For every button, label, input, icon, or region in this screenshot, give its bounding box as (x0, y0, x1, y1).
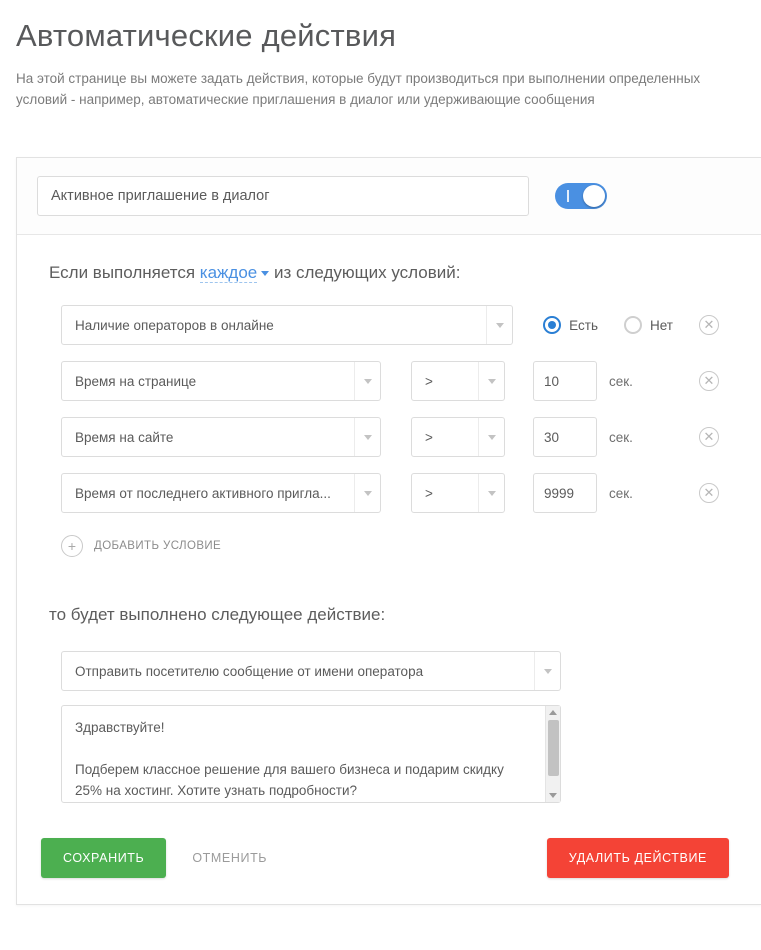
condition-operator-label: > (425, 373, 433, 389)
condition-operator-select[interactable] (411, 417, 505, 457)
chevron-down-icon[interactable] (354, 474, 380, 512)
conditions-mode-dropdown[interactable]: каждое (199, 263, 258, 282)
condition-row (37, 417, 741, 457)
page-header (0, 0, 761, 110)
action-type-label: Отправить посетителю сообщение от имени оператора (75, 663, 424, 679)
condition-field-label: Время на сайте (75, 429, 174, 445)
action-row (37, 651, 741, 691)
condition-operator-label: > (425, 429, 433, 445)
scroll-down-icon[interactable] (549, 793, 557, 798)
chevron-down-icon[interactable] (354, 362, 380, 400)
add-condition-label: ДОБАВИТЬ УСЛОВИЕ (94, 540, 222, 552)
chevron-down-icon[interactable] (478, 362, 504, 400)
scrollbar-thumb[interactable] (548, 720, 559, 776)
condition-unit-label: сек. (609, 373, 633, 389)
radio-option-no-label: Нет (650, 317, 673, 333)
chevron-down-icon[interactable] (261, 271, 269, 276)
condition-unit-label: сек. (609, 485, 633, 501)
conditions-intro (49, 263, 741, 283)
chevron-down-icon[interactable] (478, 474, 504, 512)
card-header (17, 158, 761, 235)
condition-value-input[interactable] (533, 361, 597, 401)
message-scrollbar[interactable] (545, 706, 560, 802)
page-subtitle: На этой странице вы можете задать действия, которые будут производиться при выполнении определенных условий - например, автоматические приглашения в диалог или удерживающие сообщения (16, 71, 701, 107)
condition-field-label: Наличие операторов в онлайне (75, 317, 274, 333)
scroll-up-icon[interactable] (549, 710, 557, 715)
chevron-down-icon[interactable] (354, 418, 380, 456)
radio-option-yes[interactable] (543, 316, 598, 334)
action-intro-label: то будет выполнено следующее действие: (49, 605, 386, 624)
toggle-bar-icon (567, 190, 569, 202)
remove-condition-icon[interactable]: ✕ (699, 315, 719, 335)
card-body (17, 235, 761, 808)
chevron-down-icon[interactable] (534, 652, 560, 690)
condition-radio-group (543, 316, 699, 334)
condition-field-select[interactable] (61, 361, 381, 401)
condition-field-select[interactable] (61, 417, 381, 457)
plus-icon: + (61, 535, 83, 557)
condition-operator-select[interactable] (411, 473, 505, 513)
condition-row (37, 361, 741, 401)
radio-dot-icon (624, 316, 642, 334)
action-type-select[interactable] (61, 651, 561, 691)
remove-condition-icon[interactable]: ✕ (699, 427, 719, 447)
condition-field-select[interactable] (61, 305, 513, 345)
remove-condition-icon[interactable]: ✕ (699, 483, 719, 503)
radio-dot-icon (543, 316, 561, 334)
condition-field-select[interactable] (61, 473, 381, 513)
radio-option-yes-label: Есть (569, 317, 598, 333)
page-title: Автоматические действия (16, 18, 397, 53)
toggle-knob-icon (583, 185, 605, 207)
card-footer (17, 808, 761, 904)
condition-operator-label: > (425, 485, 433, 501)
action-enabled-toggle[interactable] (555, 183, 607, 209)
condition-unit-label: сек. (609, 429, 633, 445)
add-condition-button[interactable] (61, 535, 741, 557)
save-button[interactable]: СОХРАНИТЬ (41, 838, 166, 878)
action-name-input[interactable] (37, 176, 529, 216)
automatic-action-card (16, 157, 761, 905)
radio-option-no[interactable] (624, 316, 673, 334)
remove-condition-icon[interactable]: ✕ (699, 371, 719, 391)
condition-field-label: Время от последнего активного пригла... (75, 485, 331, 501)
delete-action-button[interactable]: УДАЛИТЬ ДЕЙСТВИЕ (547, 838, 729, 878)
condition-value-input[interactable] (533, 473, 597, 513)
chevron-down-icon[interactable] (486, 306, 512, 344)
condition-operator-select[interactable] (411, 361, 505, 401)
chevron-down-icon[interactable] (478, 418, 504, 456)
action-message-wrapper (61, 705, 561, 808)
conditions-suffix-label: из следующих условий: (273, 263, 461, 282)
condition-field-label: Время на странице (75, 373, 197, 389)
condition-value-input[interactable] (533, 417, 597, 457)
action-message-textarea[interactable] (61, 705, 561, 803)
cancel-button[interactable]: ОТМЕНИТЬ (178, 838, 281, 878)
conditions-prefix-label: Если выполняется (49, 263, 196, 282)
condition-row (37, 473, 741, 513)
condition-row (37, 305, 741, 345)
